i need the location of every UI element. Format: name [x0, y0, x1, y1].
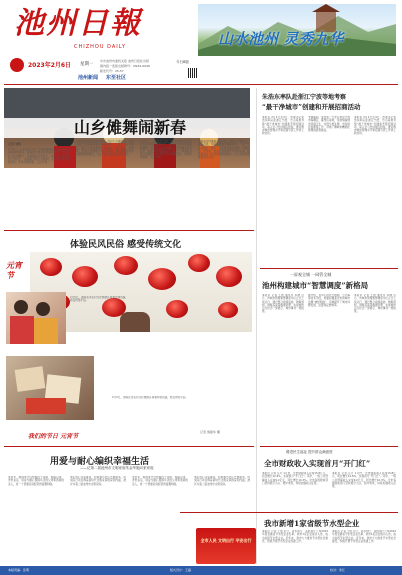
- masthead-banner-image: [198, 4, 396, 56]
- masthead-link-1[interactable]: 池州新闻: [78, 75, 99, 81]
- masthead-rule: [4, 84, 398, 85]
- bottom-left-col1: 朱金华、施向来夫妇结婚四十余载，相濡以沫、孝老爱亲，用爱与耐心照顾年迈的父母和患病的亲人，将一个普通家庭经营得温馨和睦。: [8, 476, 64, 486]
- festival-column-label: 我们的节日 元宵节: [28, 433, 79, 440]
- ad-label: 全市人民 文明出行 平安出行: [200, 538, 252, 543]
- right-top-headline-1: 朱浩东率队赴浙江宁波等地考察: [262, 94, 347, 101]
- bottom-left-headline: 用爱与耐心编织幸福生活: [50, 457, 150, 467]
- right-mid-col1: 本报讯 记者 王晨 通讯员 李晓 近日，市城市管理智慧调度中心正式上线运行，通过整合视频监控、物联感知、网格巡查等数据资源，实现城市运行状态一屏展示、城市事件一网统管。: [262, 294, 304, 314]
- feature-children-photo: [6, 292, 66, 344]
- right-low-col1: 本报讯 记者 汪芳 1月份，全市财政收入完成15.8亿元，同比增长12.6%，实现首月“开门红”。其中，一般公共预算收入完成9.2亿元，同比增长10.3%。全市各级财政部门坚持稳字当头、稳中求进，持续加强收入征管。: [262, 472, 328, 485]
- right-low-kicker: 增进民生福祉 提升群众满意度: [286, 450, 333, 454]
- right-top-col1: 本报讯 2月2日至4日，市委书记朱浩东率队赴浙江宁波、舟山等地考察“最干净城市”创建和开展招商活动，深入学习先进地区经验，推动我市城市管理水平和招商引资工作再上新台阶。: [262, 116, 304, 136]
- right-mid-headline: 池州构建城市“智慧调度”新格局: [262, 281, 369, 290]
- masthead-weekday: 星期一: [80, 62, 94, 67]
- footer-mid: 版式设计：王磊: [170, 568, 192, 572]
- bottom-left-rule: [4, 446, 254, 447]
- feature-caption-side: 2月5日，游客在杏花村文化旅游区观看非遗表演，感受传统年俗。: [70, 296, 128, 303]
- festival-logo: 元宵节: [6, 260, 22, 280]
- feature-credit: 记者 施振华 摄: [200, 430, 220, 434]
- masthead-date: 2023年2月6日: [28, 62, 72, 69]
- feature-crafts-photo: [6, 356, 94, 420]
- public-service-ad: [196, 528, 256, 564]
- right-top-headline-2: “最干净城市”创建和开展招商活动: [262, 103, 361, 111]
- bottom-right-col2: 本报讯 记者 王伟 近日，省水利厅、省经信厅公布2022年度安徽省节水型企业名单，我市1家企业成功入选，成为省级节水型企业。近年来，我市大力推进节水型社会建设，积极开展节水型企业创建工作。: [332, 530, 396, 543]
- bottom-left-col4: 他们热心邻里事务，积极参与社区志愿服务，用实际行动诠释着新时代文明家庭的深刻内涵，被评为第二届池州市文明家庭。: [194, 476, 250, 486]
- lead-headline: 山乡傩舞闹新春: [73, 118, 186, 137]
- masthead-subtitle: CHIZHOU DAILY: [74, 44, 126, 50]
- right-top-col2: 考察期间，朱浩东一行先后来到宁波市海曙区、鄞州区等地，实地察看城市环境卫生、垃圾分类处理、市容秩序管理等工作，详细了解城市精细化管理的经验做法。: [308, 116, 350, 133]
- lead-byline: 记者 刘辉: [8, 142, 21, 146]
- feature-headline: 体验民风民俗 感受传统文化: [70, 240, 182, 250]
- bottom-right-col1: 本报讯 记者 王伟 近日，省水利厅、省经信厅公布2022年度安徽省节水型企业名单，我市1家企业成功入选，成为省级节水型企业。近年来，我市大力推进节水型社会建设，积极开展节水型企业创建工作。: [262, 530, 328, 543]
- bottom-left-col3: 朱金华、施向来夫妇结婚四十余载，相濡以沫、孝老爱亲，用爱与耐心照顾年迈的父母和患病的亲人，将一个普通家庭经营得温馨和睦。: [132, 476, 188, 486]
- banner-slogan: 山水池州 灵秀九华: [218, 30, 344, 48]
- right-mid-kicker: 一屏观全城 一网管全城: [290, 272, 332, 277]
- right-mid-col2: 据介绍，该中心依托大数据、云计算等技术手段，构建起覆盖全市的城市治理“神经网络”，有效提升了城市问题发现、处置和反馈效率。: [308, 294, 350, 307]
- lead-body-col3: 2月5日，元宵佳节之际，市民和游客纷纷走进贵池区梅街镇源溪村，观看由当地村民表演的傩舞，感受传统文化的魅力。贵池傩戏历史悠久，被誉为中国戏曲的“活化石”，每逢春节和元宵期间，各村都会举行傩事活动，祈求风调雨顺、五谷丰登。: [140, 140, 192, 160]
- masthead-info-1: 中共池州市委机关报 池州日报社出版: [100, 59, 149, 63]
- edition-tag: 今日8版: [176, 60, 189, 64]
- right-low-col2: 本报讯 记者 汪芳 1月份，全市财政收入完成15.8亿元，同比增长12.6%，实现首月“开门红”。其中，一般公共预算收入完成9.2亿元，同比增长10.3%。全市各级财政部门坚持稳字当头、稳中求进，持续加强收入征管。: [332, 472, 396, 489]
- feature-rule: [4, 230, 254, 231]
- masthead-info-3: 邮发代号：25-57: [100, 69, 124, 73]
- qr-code-icon: [188, 68, 198, 78]
- bottom-right-rule: [180, 512, 398, 513]
- footer-left: 本版责编：张明: [8, 568, 30, 572]
- bottom-right-headline: 我市新增1家省级节水型企业: [264, 519, 360, 528]
- masthead-title: 池州日報: [14, 6, 142, 41]
- lead-body-col2: 在源溪村的傩事活动现场，村民们头戴面具，身着古装，伴随着锣鼓声翩翩起舞，一招一式古朴粗犷，吸引了众多游客驻足观看、拍照留念。近年来，贵池区坚持保护与传承并重，推动傩文化与乡村旅游深度融合，让古老的非遗焕发新的生机。: [76, 140, 134, 157]
- footer-right: 校对：李红: [330, 568, 346, 572]
- bottom-left-col2: 他们热心邻里事务，积极参与社区志愿服务，用实际行动诠释着新时代文明家庭的深刻内涵，被评为第二届池州市文明家庭。: [70, 476, 126, 486]
- logo-icon: [10, 58, 24, 72]
- masthead-link-2[interactable]: 东至社区: [106, 75, 127, 81]
- right-top-col3: 本报讯 2月2日至4日，市委书记朱浩东率队赴浙江宁波、舟山等地考察“最干净城市”创建和开展招商活动，深入学习先进地区经验，推动我市城市管理水平和招商引资工作再上新台阶。: [354, 116, 396, 136]
- bottom-left-subhead: ——记第二届池州市文明家庭朱金华施向来家庭: [80, 466, 154, 470]
- page-footer: [0, 566, 402, 575]
- lead-body-col1: 2月5日，元宵佳节之际，市民和游客纷纷走进贵池区梅街镇源溪村，观看由当地村民表演的傩舞，感受传统文化的魅力。贵池傩戏历史悠久，被誉为中国戏曲的“活化石”，每逢春节和元宵期间，各村都会举行傩事活动，祈求风调雨顺、五谷丰登。: [8, 148, 70, 165]
- masthead-info-2: 国内统一连续出版物号：CN34-0046: [100, 64, 150, 68]
- feature-body-right: 2月5日，游客在杏花村文化旅游区观看非遗表演，感受传统年俗。: [112, 396, 188, 399]
- right-low-headline: 全市财政收入实现首月“开门红”: [264, 459, 371, 468]
- right-low-rule: [260, 446, 398, 447]
- lead-body-col4: 在源溪村的傩事活动现场，村民们头戴面具，身着古装，伴随着锣鼓声翩翩起舞，一招一式古朴粗犷，吸引了众多游客驻足观看、拍照留念。近年来，贵池区坚持保护与传承并重，推动傩文化与乡村旅游深度融合，让古老的非遗焕发新的生机。: [198, 140, 250, 160]
- right-mid-rule: [260, 268, 398, 269]
- column-divider: [256, 88, 257, 564]
- right-mid-col3: 本报讯 记者 王晨 通讯员 李晓 近日，市城市管理智慧调度中心正式上线运行，通过整合视频监控、物联感知、网格巡查等数据资源，实现城市运行状态一屏展示、城市事件一网统管。: [354, 294, 396, 314]
